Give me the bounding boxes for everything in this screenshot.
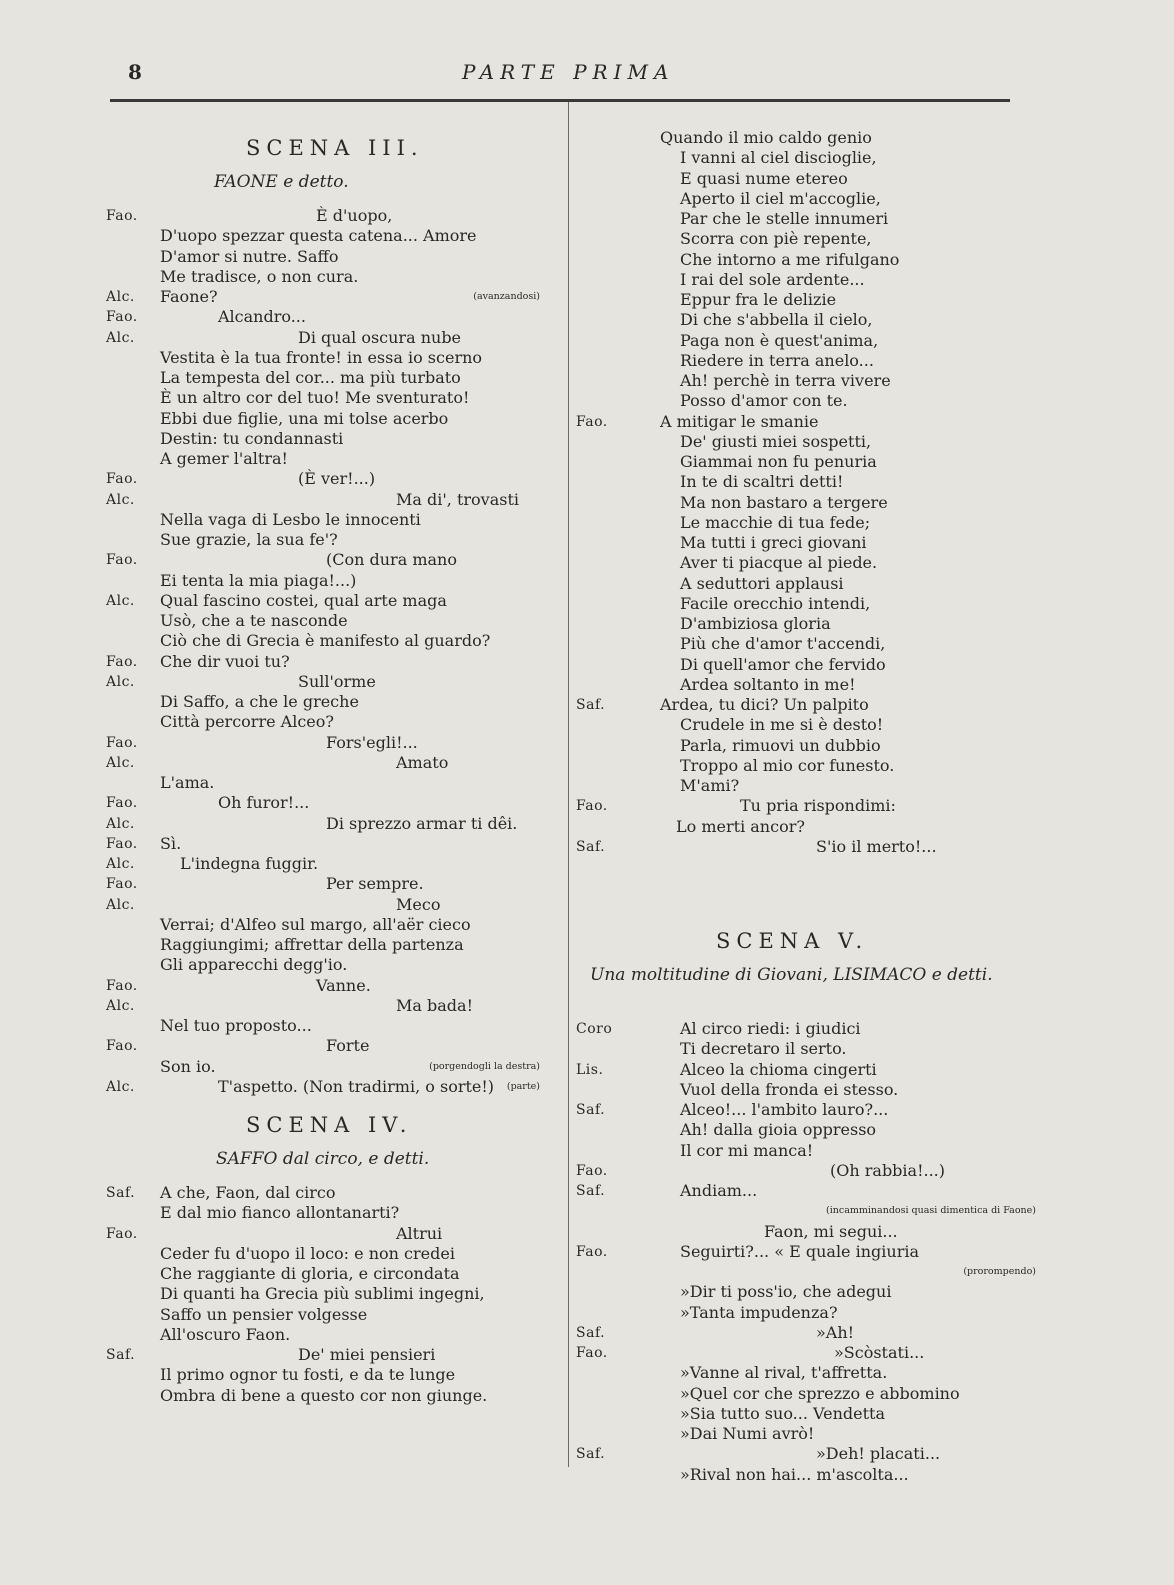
speaker-label: Fao. — [106, 795, 138, 812]
verse-text: Al circo riedi: i giudici — [680, 1019, 861, 1038]
verse-text: Alceo la chioma cingerti — [680, 1059, 877, 1079]
verse-line — [576, 351, 1036, 371]
right-column — [576, 128, 1036, 1485]
column-divider — [568, 102, 569, 1467]
verse-text: »Vanne al rival, t'affretta. — [680, 1363, 888, 1383]
verse-line — [576, 1060, 1036, 1080]
verse-line — [106, 692, 546, 712]
scene-4-lines — [106, 1183, 546, 1406]
speaker-label: Alc. — [106, 491, 135, 508]
verse-text: Oh furor!... — [218, 793, 310, 813]
verse-line — [576, 837, 1036, 857]
verse-text: Ti decretaro il serto. — [680, 1039, 847, 1059]
verse-text: A che, Faon, dal circo — [160, 1183, 336, 1202]
verse-text: Di qual oscura nube — [298, 327, 462, 347]
verse-line — [576, 1363, 1036, 1383]
verse-text: Scorra con piè repente, — [680, 229, 872, 249]
verse-text: Tu pria rispondimi: — [740, 796, 896, 816]
verse-text: Altrui — [396, 1223, 443, 1243]
verse-line — [576, 695, 1036, 715]
scene-5-lines — [576, 1019, 1036, 1485]
verse-text: »Rival non hai... m'ascolta... — [680, 1464, 909, 1484]
speaker-label: Alc. — [106, 856, 135, 872]
verse-text: Lo merti ancor? — [676, 816, 805, 836]
verse-text: Che dir vuoi tu? — [160, 651, 290, 671]
verse-line — [576, 1161, 1036, 1181]
verse-line — [576, 1141, 1036, 1161]
speaker-label: Fao. — [576, 798, 608, 815]
verse-text: Ebbi due figlie, una mi tolse acerbo — [160, 408, 449, 428]
page-number: 8 — [128, 60, 142, 84]
speaker-label: Saf. — [576, 1446, 606, 1463]
verse-line — [106, 206, 546, 226]
scene-3-lines — [106, 206, 546, 1097]
verse-line — [106, 652, 546, 672]
verse-line — [576, 756, 1036, 776]
verse-text: (Oh rabbia!...) — [830, 1160, 946, 1180]
verse-line — [106, 712, 546, 732]
verse-line — [106, 550, 546, 570]
verse-line — [106, 1224, 546, 1244]
verse-line — [106, 1365, 546, 1385]
verse-line — [576, 1384, 1036, 1404]
verse-line — [576, 715, 1036, 735]
speaker-label: Alc. — [106, 815, 135, 832]
speaker-label: Alc. — [106, 754, 135, 771]
verse-line — [106, 753, 546, 773]
verse-line — [576, 1100, 1036, 1120]
verse-line — [106, 1203, 546, 1223]
speaker-label: Fao. — [106, 734, 138, 751]
verse-text: »Deh! placati... — [816, 1444, 941, 1464]
left-column — [106, 128, 546, 1406]
verse-line — [106, 631, 546, 651]
verse-text: Ah! perchè in terra vivere — [680, 371, 891, 390]
verse-line — [106, 915, 546, 935]
verse-text: Quando il mio caldo genio — [660, 128, 872, 147]
verse-line — [576, 189, 1036, 209]
verse-line — [106, 1183, 546, 1203]
verse-line — [106, 996, 546, 1016]
verse-line — [106, 510, 546, 530]
verse-text: Son io. — [160, 1056, 216, 1076]
verse-line — [576, 1343, 1036, 1363]
verse-line — [106, 429, 546, 449]
speaker-label: Fao. — [106, 876, 138, 893]
stage-direction: (prorompendo) — [963, 1266, 1036, 1277]
verse-text: Gli apparecchi degg'io. — [160, 955, 348, 975]
verse-line — [106, 834, 546, 854]
speaker-label: Fao. — [106, 1225, 138, 1242]
verse-line — [576, 169, 1036, 189]
verse-text: »Ah! — [816, 1322, 855, 1342]
verse-text: Faon, mi segui... — [764, 1221, 898, 1241]
verse-line — [576, 1282, 1036, 1302]
verse-text: Seguirti?... « E quale ingiuria — [680, 1241, 919, 1261]
verse-text: Ah! dalla gioia oppresso — [680, 1120, 877, 1140]
verse-line — [106, 814, 546, 834]
verse-text: In te di scaltri detti! — [680, 472, 844, 492]
speaker-label: Fao. — [106, 653, 138, 670]
verse-line — [576, 1019, 1036, 1039]
scene-title: SCENA III. — [246, 136, 424, 160]
verse-line — [106, 1386, 546, 1406]
verse-line — [106, 874, 546, 894]
verse-line — [106, 287, 546, 307]
verse-text: Ma bada! — [396, 995, 473, 1015]
speaker-label: Alc. — [106, 329, 135, 346]
verse-text: »Scòstati... — [834, 1343, 925, 1362]
verse-text: D'ambiziosa gloria — [680, 614, 831, 633]
verse-text: Paga non è quest'anima, — [680, 330, 879, 350]
verse-text: L'indegna fuggir. — [180, 854, 319, 873]
verse-line — [576, 493, 1036, 513]
verse-text: Facile orecchio intendi, — [680, 593, 871, 613]
verse-line — [106, 328, 546, 348]
speaker-label: Fao. — [106, 471, 138, 488]
verse-text: Andiam... — [680, 1181, 758, 1200]
verse-text: Più che d'amor t'accendi, — [680, 634, 886, 654]
verse-text: La tempesta del cor... ma più turbato — [160, 368, 461, 387]
verse-text: Di quell'amor che fervido — [680, 654, 886, 674]
verse-line — [106, 591, 546, 611]
verse-text: Par che le stelle innumeri — [680, 209, 889, 228]
speaker-label: Saf. — [106, 1347, 136, 1363]
verse-line — [106, 449, 546, 469]
verse-text: Ardea soltanto in me! — [680, 674, 856, 694]
speaker-label: Alc. — [106, 896, 135, 913]
verse-text: Me tradisce, o non cura. — [160, 266, 359, 286]
scene-title: SCENA V. — [716, 929, 869, 953]
verse-text: Le macchie di tua fede; — [680, 512, 871, 532]
verse-text: (Con dura mano — [326, 550, 457, 570]
verse-text: De' giusti miei sospetti, — [680, 431, 872, 451]
verse-line — [106, 409, 546, 429]
verse-text: (È ver!...) — [298, 469, 376, 489]
verse-line — [106, 935, 546, 955]
verse-line — [576, 1181, 1036, 1201]
verse-text: Di che s'abbella il cielo, — [680, 310, 873, 330]
verse-text: Parla, rimuovi un dubbio — [680, 735, 881, 755]
speaker-label: Saf. — [106, 1185, 136, 1201]
verse-line — [576, 452, 1036, 472]
speaker-label: Saf. — [576, 1183, 606, 1199]
verse-line — [576, 574, 1036, 594]
verse-line — [106, 368, 546, 388]
scene-cast: FAONE e detto. — [214, 172, 349, 192]
verse-text: »Sia tutto suo... Vendetta — [680, 1403, 885, 1423]
verse-text: Di Saffo, a che le greche — [160, 692, 359, 711]
verse-text: Città percorre Alceo? — [160, 712, 334, 732]
speaker-label: Fao. — [576, 1243, 608, 1260]
verse-text: Saffo un pensier volgesse — [160, 1304, 368, 1324]
speaker-label: Fao. — [106, 977, 138, 994]
verse-line — [576, 250, 1036, 270]
verse-line — [106, 267, 546, 287]
verse-text: E dal mio fianco allontanarti? — [160, 1203, 400, 1223]
scene-cast: Una moltitudine di Giovani, LISIMACO e detti. — [590, 965, 993, 985]
verse-line — [576, 655, 1036, 675]
speaker-label: Saf. — [576, 1324, 606, 1341]
verse-line — [106, 388, 546, 408]
verse-text: Aver ti piacque al piede. — [680, 553, 878, 573]
verse-line — [576, 371, 1036, 391]
verse-line — [576, 634, 1036, 654]
verse-line — [106, 854, 546, 874]
verse-text: Amato — [396, 752, 449, 772]
verse-text: Per sempre. — [326, 874, 424, 894]
verse-line — [106, 773, 546, 793]
verse-line — [106, 1305, 546, 1325]
verse-line — [576, 1303, 1036, 1323]
verse-line — [106, 1284, 546, 1304]
speaker-label: Alc. — [106, 1078, 135, 1095]
verse-line — [576, 472, 1036, 492]
verse-line — [106, 348, 546, 368]
verse-line — [576, 1465, 1036, 1485]
verse-text: Che raggiante di gloria, e circondata — [160, 1264, 460, 1283]
verse-line — [576, 553, 1036, 573]
verse-text: Meco — [396, 894, 441, 914]
speaker-label: Alc. — [106, 592, 135, 609]
verse-text: Sull'orme — [298, 671, 376, 691]
verse-text: È un altro cor del tuo! Me sventurato! — [160, 388, 470, 408]
verse-line — [106, 307, 546, 327]
verse-text: »Tanta impudenza? — [680, 1302, 838, 1322]
stage-direction: (avanzandosi) — [473, 291, 540, 302]
verse-line — [576, 391, 1036, 411]
scene-4-continued-lines — [576, 128, 1036, 857]
verse-text: Vanne. — [316, 975, 371, 995]
speaker-label: Saf. — [576, 1102, 606, 1118]
verse-text: D'amor si nutre. Saffo — [160, 246, 339, 266]
verse-line — [106, 895, 546, 915]
page-header — [0, 60, 1174, 90]
verse-text: M'ami? — [680, 776, 740, 795]
verse-line — [576, 614, 1036, 634]
verse-text: Nel tuo proposto... — [160, 1016, 312, 1035]
verse-text: Destin: tu condannasti — [160, 428, 344, 448]
verse-text: De' miei pensieri — [298, 1345, 436, 1364]
verse-line — [106, 976, 546, 996]
verse-text: Alcandro... — [218, 307, 306, 327]
verse-line — [576, 412, 1036, 432]
verse-line — [576, 229, 1036, 249]
verse-text: Raggiungimi; affrettar della partenza — [160, 935, 464, 954]
verse-line — [106, 1036, 546, 1056]
verse-line — [106, 955, 546, 975]
verse-line — [106, 1077, 546, 1097]
verse-text: Faone? — [160, 287, 218, 306]
verse-line — [576, 1404, 1036, 1424]
verse-line — [106, 247, 546, 267]
running-title: PARTE PRIMA — [462, 60, 675, 84]
verse-line — [576, 1222, 1036, 1242]
verse-text: Qual fascino costei, qual arte maga — [160, 590, 447, 610]
verse-text: Nella vaga di Lesbo le innocenti — [160, 509, 421, 529]
speaker-label: Alc. — [106, 673, 135, 690]
speaker-label: Fao. — [106, 1038, 138, 1055]
verse-line — [106, 490, 546, 510]
stage-direction: (porgendogli la destra) — [429, 1060, 540, 1072]
verse-line — [106, 571, 546, 591]
verse-line — [576, 675, 1036, 695]
verse-text: L'ama. — [160, 773, 215, 792]
verse-line — [106, 1016, 546, 1036]
verse-text: E quasi nume etereo — [680, 168, 848, 188]
verse-line — [106, 672, 546, 692]
stage-direction: (incamminandosi quasi dimentica di Faone) — [826, 1205, 1036, 1217]
verse-text: Eppur fra le delizie — [680, 290, 837, 309]
verse-text: Ma tutti i greci giovani — [680, 533, 867, 552]
verse-text: A seduttori applausi — [680, 573, 844, 593]
speaker-label: Fao. — [576, 1162, 608, 1179]
verse-text: Alceo!... l'ambito lauro?... — [680, 1100, 889, 1119]
verse-line — [106, 1057, 546, 1077]
verse-text: Riedere in terra anelo... — [680, 350, 874, 370]
verse-text: S'io il merto!... — [816, 836, 937, 856]
verse-text: È d'uopo, — [316, 206, 393, 225]
verse-line — [576, 331, 1036, 351]
verse-line — [576, 1242, 1036, 1262]
verse-text: Il cor mi manca! — [680, 1140, 814, 1160]
verse-line — [576, 432, 1036, 452]
verse-line — [106, 1264, 546, 1284]
speaker-label: Fao. — [576, 413, 608, 430]
verse-text: Sue grazie, la sua fe'? — [160, 530, 338, 549]
verse-text: Ombra di bene a questo cor non giunge. — [160, 1385, 488, 1405]
verse-line — [106, 793, 546, 813]
verse-text: Ma di', trovasti — [396, 489, 519, 509]
verse-text: Giammai non fu penuria — [680, 452, 877, 471]
speaker-label: Saf. — [576, 697, 606, 713]
speaker-label: Alc. — [106, 997, 135, 1014]
verse-line — [576, 594, 1036, 614]
verse-text: Di quanti ha Grecia più sublimi ingegni, — [160, 1284, 485, 1304]
speaker-label: Fao. — [106, 552, 138, 569]
verse-line — [576, 1039, 1036, 1059]
verse-line — [576, 513, 1036, 533]
verse-line — [576, 1424, 1036, 1444]
speaker-label: Coro — [576, 1021, 613, 1037]
verse-line — [576, 148, 1036, 168]
verse-text: Che intorno a me rifulgano — [680, 249, 900, 269]
verse-line — [106, 226, 546, 246]
verse-text: A mitigar le smanie — [660, 411, 819, 431]
verse-line — [576, 1323, 1036, 1343]
verse-text: Ardea, tu dici? Un palpito — [660, 695, 869, 714]
verse-text: Ciò che di Grecia è manifesto al guardo? — [160, 631, 491, 651]
verse-text: Sì. — [160, 833, 182, 853]
verse-line — [576, 1201, 1036, 1221]
verse-line — [576, 776, 1036, 796]
verse-line — [106, 1325, 546, 1345]
verse-line — [576, 1444, 1036, 1464]
verse-line — [106, 469, 546, 489]
verse-line — [576, 736, 1036, 756]
verse-text: I vanni al ciel discioglie, — [680, 148, 877, 168]
verse-line — [576, 310, 1036, 330]
verse-text: Forte — [326, 1036, 370, 1056]
verse-line — [106, 1345, 546, 1365]
verse-text: Vuol della fronda ei stesso. — [680, 1079, 899, 1099]
verse-text: Verrai; d'Alfeo sul margo, all'aër cieco — [160, 914, 471, 934]
verse-text: Ma non bastaro a tergere — [680, 492, 888, 512]
speaker-label: Fao. — [106, 208, 138, 224]
verse-line — [106, 611, 546, 631]
verse-text: »Dir ti poss'io, che adegui — [680, 1282, 892, 1302]
speaker-label: Fao. — [106, 309, 138, 326]
scene-cast: SAFFO dal circo, e detti. — [216, 1149, 430, 1169]
verse-text: Crudele in me si è desto! — [680, 715, 884, 735]
verse-line — [576, 290, 1036, 310]
verse-text: D'uopo spezzar questa catena... Amore — [160, 226, 477, 246]
verse-text: Posso d'amor con te. — [680, 391, 848, 411]
verse-text: Usò, che a te nasconde — [160, 611, 348, 630]
verse-line — [576, 533, 1036, 553]
stage-direction: (parte) — [506, 1080, 540, 1092]
verse-text: »Quel cor che sprezzo e abbomino — [680, 1383, 960, 1403]
verse-text: All'oscuro Faon. — [160, 1324, 291, 1344]
verse-text: Il primo ognor tu fosti, e da te lunge — [160, 1365, 456, 1385]
speaker-label: Fao. — [576, 1345, 608, 1361]
verse-text: Fors'egli!... — [326, 732, 418, 752]
verse-text: A gemer l'altra! — [160, 449, 288, 468]
speaker-label: Lis. — [576, 1061, 604, 1078]
verse-line — [576, 796, 1036, 816]
verse-line — [576, 1262, 1036, 1282]
verse-line — [106, 1244, 546, 1264]
verse-text: Ei tenta la mia piaga!...) — [160, 570, 357, 590]
verse-line — [106, 530, 546, 550]
verse-line — [576, 1120, 1036, 1140]
verse-text: Troppo al mio cor funesto. — [680, 755, 895, 775]
speaker-label: Fao. — [106, 835, 138, 852]
verse-text: I rai del sole ardente... — [680, 269, 865, 289]
header-rule — [110, 99, 1010, 102]
speaker-label: Alc. — [106, 289, 135, 305]
scene-title: SCENA IV. — [246, 1113, 413, 1137]
verse-text: Di sprezzo armar ti dêi. — [326, 813, 518, 833]
verse-text: Aperto il ciel m'accoglie, — [680, 188, 881, 208]
verse-line — [106, 733, 546, 753]
verse-text: Vestita è la tua fronte! in essa io scerno — [160, 347, 483, 367]
verse-text: Ceder fu d'uopo il loco: e non credei — [160, 1243, 455, 1263]
verse-text: »Dai Numi avrò! — [680, 1424, 815, 1443]
verse-line — [576, 1080, 1036, 1100]
verse-line — [576, 270, 1036, 290]
verse-line — [576, 209, 1036, 229]
verse-text: T'aspetto. (Non tradirmi, o sorte!) — [218, 1076, 495, 1096]
speaker-label: Saf. — [576, 838, 606, 855]
verse-line — [576, 817, 1036, 837]
verse-line — [576, 128, 1036, 148]
